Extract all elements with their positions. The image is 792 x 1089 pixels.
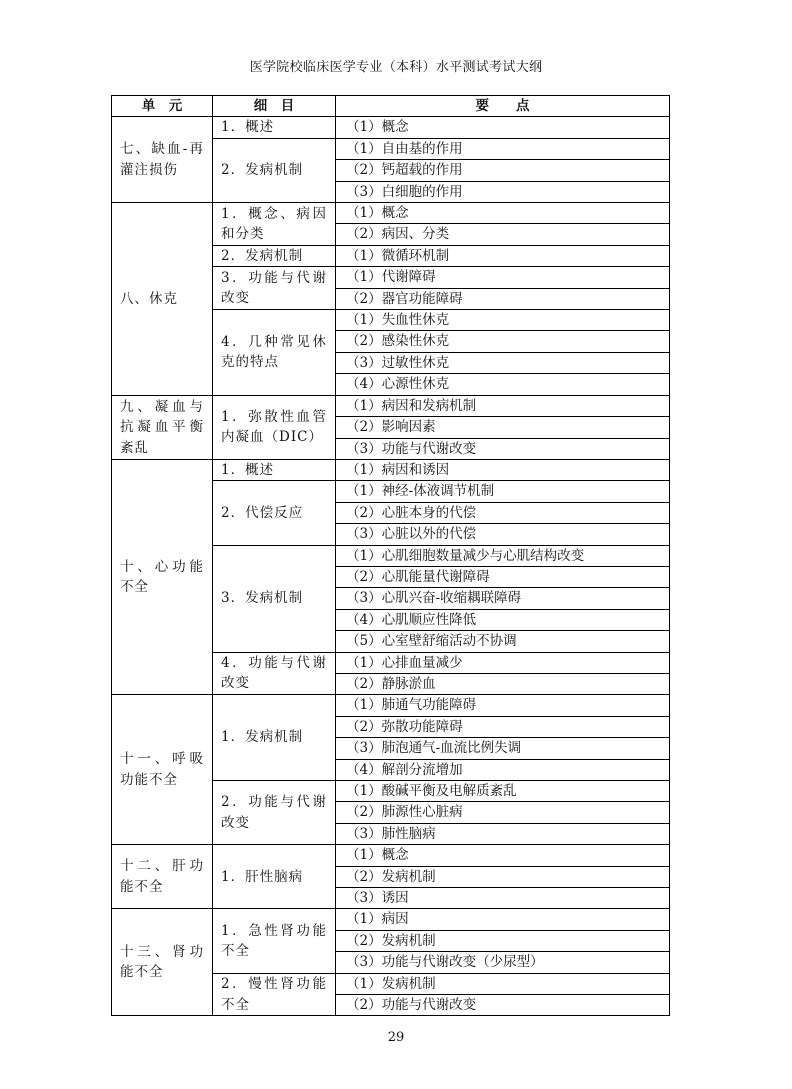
table-row: [112, 459, 670, 480]
point-cell: （2）钙超载的作用: [336, 160, 670, 181]
subitem-cell: 2．发病机制: [213, 138, 336, 202]
column-header-unit: 单 元: [112, 96, 213, 117]
subitem-cell: 2．慢性肾功能不全: [213, 973, 336, 1016]
subitem-cell: 1．概念、病因和分类: [213, 203, 336, 246]
point-cell: （1）代谢障碍: [336, 267, 670, 288]
unit-cell: 十一、呼吸功能不全: [112, 695, 213, 845]
point-cell: （3）诱因: [336, 888, 670, 909]
table-row: [112, 695, 670, 716]
point-cell: （2）静脉淤血: [336, 673, 670, 694]
point-cell: （1）概念: [336, 845, 670, 866]
point-cell: （1）神经-体液调节机制: [336, 481, 670, 502]
table-header-row: [112, 96, 670, 117]
subitem-cell: 4．几种常见休克的特点: [213, 310, 336, 396]
subitem-cell: 1．概述: [213, 459, 336, 480]
unit-cell: 十三、肾功能不全: [112, 909, 213, 1016]
subitem-cell: 2．代偿反应: [213, 481, 336, 545]
point-cell: （1）肺通气功能障碍: [336, 695, 670, 716]
page-number: 29: [387, 1030, 405, 1045]
point-cell: （3）心脏以外的代偿: [336, 524, 670, 545]
point-cell: （4）心源性休克: [336, 374, 670, 395]
point-cell: （2）感染性休克: [336, 331, 670, 352]
point-cell: （3）功能与代谢改变（少尿型）: [336, 952, 670, 973]
point-cell: （1）酸碱平衡及电解质紊乱: [336, 781, 670, 802]
column-header-points: 要 点: [336, 96, 670, 117]
unit-cell: 十二、肝功能不全: [112, 845, 213, 909]
point-cell: （2）影响因素: [336, 417, 670, 438]
point-cell: （3）白细胞的作用: [336, 181, 670, 202]
subitem-cell: 4．功能与代谢改变: [213, 652, 336, 695]
unit-cell: 九、凝血与抗凝血平衡紊乱: [112, 395, 213, 459]
point-cell: （2）心脏本身的代偿: [336, 502, 670, 523]
point-cell: （5）心室壁舒缩活动不协调: [336, 631, 670, 652]
subitem-cell: 1．概述: [213, 117, 336, 138]
point-cell: （3）肺性脑病: [336, 823, 670, 844]
point-cell: （1）心肌细胞数量减少与心肌结构改变: [336, 545, 670, 566]
unit-cell: 十、心功能不全: [112, 459, 213, 694]
point-cell: （1）心排血量减少: [336, 652, 670, 673]
point-cell: （1）自由基的作用: [336, 138, 670, 159]
subitem-cell: 1．肝性脑病: [213, 845, 336, 909]
point-cell: （1）失血性休克: [336, 310, 670, 331]
point-cell: （2）发病机制: [336, 930, 670, 951]
table-row: [112, 203, 670, 224]
point-cell: （3）肺泡通气-血流比例失调: [336, 738, 670, 759]
subitem-cell: 2．功能与代谢改变: [213, 781, 336, 845]
unit-cell: 七、缺血-再灌注损伤: [112, 117, 213, 203]
table-row: [112, 909, 670, 930]
point-cell: （1）病因: [336, 909, 670, 930]
syllabus-table: [111, 95, 670, 1016]
point-cell: （1）概念: [336, 203, 670, 224]
point-cell: （2）功能与代谢改变: [336, 995, 670, 1016]
point-cell: （2）器官功能障碍: [336, 288, 670, 309]
subitem-cell: 3．发病机制: [213, 545, 336, 652]
subitem-cell: 2．发病机制: [213, 245, 336, 266]
subitem-cell: 1．急性肾功能不全: [213, 909, 336, 973]
table-row: [112, 845, 670, 866]
point-cell: （2）肺源性心脏病: [336, 802, 670, 823]
point-cell: （1）微循环机制: [336, 245, 670, 266]
point-cell: （1）病因和发病机制: [336, 395, 670, 416]
subitem-cell: 3．功能与代谢改变: [213, 267, 336, 310]
point-cell: （4）心肌顺应性降低: [336, 609, 670, 630]
table-row: [112, 117, 670, 138]
point-cell: （3）功能与代谢改变: [336, 438, 670, 459]
point-cell: （3）心肌兴奋-收缩耦联障碍: [336, 588, 670, 609]
point-cell: （1）概念: [336, 117, 670, 138]
table-row: [112, 395, 670, 416]
point-cell: （2）病因、分类: [336, 224, 670, 245]
subitem-cell: 1．发病机制: [213, 695, 336, 781]
table-body: [112, 117, 670, 1016]
point-cell: （2）发病机制: [336, 866, 670, 887]
point-cell: （3）过敏性休克: [336, 352, 670, 373]
point-cell: （2）弥散功能障碍: [336, 716, 670, 737]
point-cell: （4）解剖分流增加: [336, 759, 670, 780]
page-header: 医学院校临床医学专业（本科）水平测试考试大纲: [249, 60, 543, 75]
subitem-cell: 1．弥散性血管内凝血（DIC）: [213, 395, 336, 459]
unit-cell: 八、休克: [112, 203, 213, 396]
point-cell: （2）心肌能量代谢障碍: [336, 566, 670, 587]
point-cell: （1）发病机制: [336, 973, 670, 994]
column-header-subitem: 细 目: [213, 96, 336, 117]
point-cell: （1）病因和诱因: [336, 459, 670, 480]
